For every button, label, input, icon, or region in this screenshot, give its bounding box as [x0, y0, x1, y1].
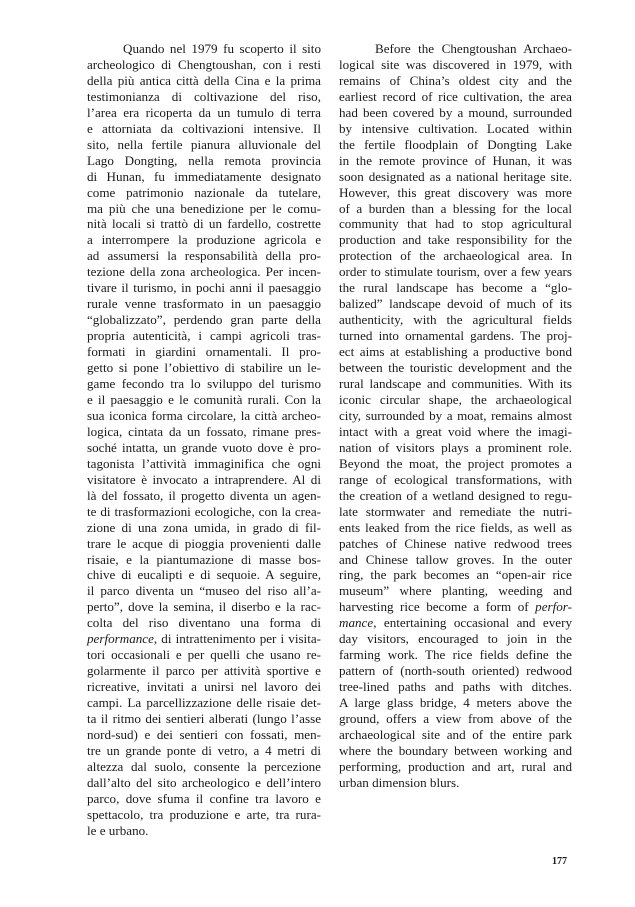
- italian-text-line: come patrimonio nazionale da tutelare,: [87, 184, 321, 200]
- italian-text-line: sua iconica forma circolare, la città archeo-: [87, 407, 321, 423]
- italian-text-line: visitatore è invocato a intraprendere. Al di: [87, 471, 321, 487]
- english-text-line: Before the Chengtoushan Archaeo-: [375, 41, 572, 56]
- english-text-column: [339, 41, 572, 791]
- english-text-line: archaeological site and of the entire park: [339, 726, 572, 742]
- italian-text-line: sito, nella fertile pianura alluvionale del: [87, 136, 321, 152]
- english-text-line: earliest record of rice cultivation, the area: [339, 88, 572, 104]
- italian-text-line: nità locali si trattò di un fardello, costrette: [87, 216, 321, 232]
- english-text-line: ect aims at establishing a productive bond: [339, 344, 572, 360]
- italian-text-line: testimonianza di coltivazione del riso,: [87, 88, 321, 104]
- english-text-line: the creation of a wetland designed to regu-: [339, 487, 572, 503]
- italian-text-line: getto si pone l’obiettivo di stabilire un le-: [87, 360, 321, 376]
- italian-text-line: chive di eucalipti e di sequoie. A seguire,: [87, 567, 321, 583]
- italian-text-line: risaie, e la piantumazione di masse bos-: [87, 551, 321, 567]
- italian-text-line: della più antica città della Cina e la prima: [87, 72, 321, 88]
- italian-text-line: Lago Dongting, nella remota provincia: [87, 152, 321, 168]
- italian-text-line: tezione della zona archeologica. Per incen-: [87, 264, 321, 280]
- english-text-line: remains of China’s oldest city and the: [339, 72, 572, 88]
- italian-text-line: formati in giardini ornamentali. Il pro-: [87, 344, 321, 360]
- italian-text-line: e il paesaggio e le comunità rurali. Con la: [87, 391, 321, 407]
- italian-text-line: nord-sud) e dei sentieri con fossati, men-: [87, 726, 321, 742]
- english-text-line: had been covered by a mound, surrounded: [339, 104, 572, 120]
- english-text-line: protection of the archaeological area. In: [339, 248, 572, 264]
- italian-text-line: tagonista l’attività immaginifica che ogni: [87, 455, 321, 471]
- italian-text-line: campi. La parcellizzazione delle risaie det-: [87, 695, 321, 711]
- english-text-line: city, surrounded by a moat, remains almost: [339, 407, 572, 423]
- english-text-line: patches of Chinese native redwood trees: [339, 535, 572, 551]
- english-text-line: community that had to stop agricultural: [339, 216, 572, 232]
- english-text-line: intact with a great void where the imagi-: [339, 423, 572, 439]
- italian-text-line: tivare il turismo, in pochi anni il paesaggio: [87, 280, 321, 296]
- english-text-line: authenticity, with the agricultural fields: [339, 312, 572, 328]
- english-text-line: ents leaked from the rice fields, as well as: [339, 519, 572, 535]
- italian-text-line: ad assumersi la responsabilità della pro-: [87, 248, 321, 264]
- italian-text-line: colta del riso diventano una forma di: [87, 615, 321, 631]
- italian-text-line: spettacolo, tra produzione e arte, tra rura-: [87, 806, 321, 822]
- english-text-line: performing, production and art, rural and: [339, 758, 572, 774]
- page-number: 177: [552, 856, 567, 867]
- italian-text-line: Quando nel 1979 fu scoperto il sito: [123, 41, 321, 56]
- italian-text-line: te di trasformazioni ecologiche, con la crea-: [87, 503, 321, 519]
- english-text-line: logical site was discovered in 1979, with: [339, 56, 572, 72]
- english-text-line: range of ecological transformations, with: [339, 471, 572, 487]
- english-text-line: the rural landscape has become a “glo-: [339, 280, 572, 296]
- italian-text-line: ricreative, invitati a unirsi nel lavoro dei: [87, 679, 321, 695]
- italian-text-line: là del fossato, il progetto diventa un agen-: [87, 487, 321, 503]
- english-text-line: of a burden than a blessing for the local: [339, 200, 572, 216]
- english-text-line: farming work. The rice fields define the: [339, 647, 572, 663]
- italian-text-line: e attorniata da coltivazioni intensive. Il: [87, 120, 321, 136]
- italian-text-line: ma più che una benedizione per le comu-: [87, 200, 321, 216]
- english-text-line: soon designated as a national heritage site.: [339, 168, 572, 184]
- italian-text-line: rurale venne trasformato in un paesaggio: [87, 296, 321, 312]
- italian-text-line: archeologico di Chengtoushan, con i resti: [87, 56, 321, 72]
- english-text-line: between the touristic development and the: [339, 360, 572, 376]
- english-text-line: where the boundary between working and: [339, 742, 572, 758]
- italian-text-line: perto”, dove la semina, il diserbo e la rac-: [87, 599, 321, 615]
- italian-text-line: l’area era ricoperta da un tumulo di terra: [87, 104, 321, 120]
- italian-text-line: dall’alto del sito archeologico e dell’intero: [87, 774, 321, 790]
- italian-text-line: game fecondo tra lo sviluppo del turismo: [87, 376, 321, 392]
- english-text-line: Beyond the moat, the project promotes a: [339, 455, 572, 471]
- english-text-line: However, this great discovery was more: [339, 184, 572, 200]
- italian-text-line: a interrompere la produzione agricola e: [87, 232, 321, 248]
- italian-text-line: logica, cintata da un fossato, rimane pres-: [87, 423, 321, 439]
- english-text-line: mance, entertaining occasional and every: [339, 615, 572, 631]
- english-text-line: rural landscape and communities. With its: [339, 376, 572, 392]
- english-text-line: harvesting rice become a form of perfor-: [339, 599, 572, 615]
- italian-text-line: tre un grande ponte di vetro, a 4 metri di: [87, 742, 321, 758]
- english-text-line: order to stimulate tourism, over a few years: [339, 264, 572, 280]
- english-text-line: tree-lined paths and paths with ditches.: [339, 679, 572, 695]
- italian-text-line: le e urbano.: [87, 822, 149, 838]
- italian-text-line: parco, dove sfuma il confine tra lavoro e: [87, 790, 321, 806]
- english-text-line: pattern of (north-south oriented) redwood: [339, 663, 572, 679]
- italian-text-line: soché intatta, un grande vuoto dove è pro-: [87, 439, 321, 455]
- italian-text-line: performance, di intrattenimento per i visita-: [87, 631, 321, 647]
- italian-text-line: trare le acque di pioggia provenienti dalle: [87, 535, 321, 551]
- english-text-line: turned into ornamental gardens. The proj-: [339, 328, 572, 344]
- italian-text-line: il parco diventa un “museo del riso all’a-: [87, 583, 321, 599]
- english-text-line: ground, offers a view from above of the: [339, 711, 572, 727]
- english-text-line: A large glass bridge, 4 meters above the: [339, 695, 572, 711]
- english-text-line: ring, the park becomes an “open-air rice: [339, 567, 572, 583]
- italian-text-line: golarmente il parco per attività sportive e: [87, 663, 321, 679]
- italian-text-line: “globalizzato”, perdendo gran parte della: [87, 312, 321, 328]
- english-text-line: museum” where planting, weeding and: [339, 583, 572, 599]
- english-text-line: nation of visitors plays a prominent role.: [339, 439, 572, 455]
- english-text-line: day visitors, encouraged to join in the: [339, 631, 572, 647]
- italian-text-line: ta il ritmo dei sentieri alberati (lungo l’asse: [87, 711, 321, 727]
- english-text-line: iconic circular shape, the archaeological: [339, 391, 572, 407]
- italian-text-line: zione di una zona umida, in grado di fil-: [87, 519, 321, 535]
- italian-text-column: [87, 41, 321, 839]
- italian-text-line: altezza dal suolo, consente la percezione: [87, 758, 321, 774]
- english-text-line: balized” landscape devoid of much of its: [339, 296, 572, 312]
- english-text-line: by intensive cultivation. Located within: [339, 120, 572, 136]
- english-text-line: in the remote province of Hunan, it was: [339, 152, 572, 168]
- english-text-line: the fertile floodplain of Dongting Lake: [339, 136, 572, 152]
- english-text-line: and Chinese tallow groves. In the outer: [339, 551, 572, 567]
- english-text-line: urban dimension blurs.: [339, 774, 460, 790]
- italian-text-line: tori occasionali e per quelli che usano re-: [87, 647, 321, 663]
- italian-text-line: propria autenticità, i campi agricoli tras-: [87, 328, 321, 344]
- english-text-line: late stormwater and remediate the nutri-: [339, 503, 572, 519]
- english-text-line: production and take responsibility for the: [339, 232, 572, 248]
- italian-text-line: di Hunan, fu immediatamente designato: [87, 168, 321, 184]
